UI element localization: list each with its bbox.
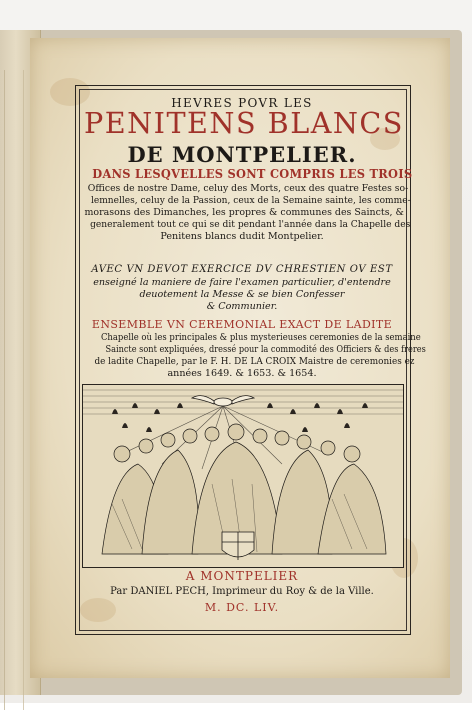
body-line: generalement tout ce qui se dit pendant l'année dans la Chapelle des	[90, 219, 411, 230]
imprint-city: A MONTPELIER	[185, 569, 299, 583]
body-line: lemnelles, celuy de la Passion, ceux de la Semaine sainte, les comme-	[90, 195, 411, 206]
pentecost-engraving	[82, 384, 404, 568]
ceremonial-line: Saincte sont expliquées, dressé pour la commodité des Officiers & des freres	[105, 344, 426, 355]
subheading-avec: AVEC VN DEVOT EXERCICE DV CHRESTIEN OV EST	[91, 264, 393, 275]
heading-heures: HEVRES POVR LES	[171, 96, 313, 110]
body-line: Offices de nostre Dame, celuy des Morts, ceux des quatre Festes so-	[87, 183, 409, 194]
imprint-date: M. DC. LIV.	[204, 601, 280, 614]
body-line: Penitens blancs dudit Montpelier.	[160, 231, 324, 242]
heading-penitens: PENITENS BLANCS	[83, 106, 404, 140]
ceremonial-line: Chapelle où les principales & plus mysterieuses ceremonies de la semaine	[100, 332, 421, 343]
ceremonial-line: années 1649. & 1653. & 1654.	[167, 368, 317, 379]
body-line: morasons des Dimanches, les propres & communes des Saincts, &	[84, 207, 404, 218]
avec-line: & Communier.	[206, 301, 278, 312]
subheading-ensemble: ENSEMBLE VN CEREMONIAL EXACT DE LADITE	[91, 318, 393, 331]
avec-line: deuotement la Messe & se bien Confesser	[139, 289, 345, 300]
ceremonial-line: de ladite Chapelle, par le F. H. DE LA CROIX Maistre de ceremonies ez	[94, 356, 415, 367]
imprint-printer: Par DANIEL PECH, Imprimeur du Roy & de la Ville.	[110, 586, 374, 597]
spine-edge	[4, 70, 24, 710]
subheading-dans: DANS LESQVELLES SONT COMPRIS LES TROIS	[92, 167, 413, 181]
heading-montpelier: DE MONTPELIER.	[127, 142, 357, 167]
avec-line: enseigné la maniere de faire l'examen particulier, d'entendre	[93, 277, 391, 288]
